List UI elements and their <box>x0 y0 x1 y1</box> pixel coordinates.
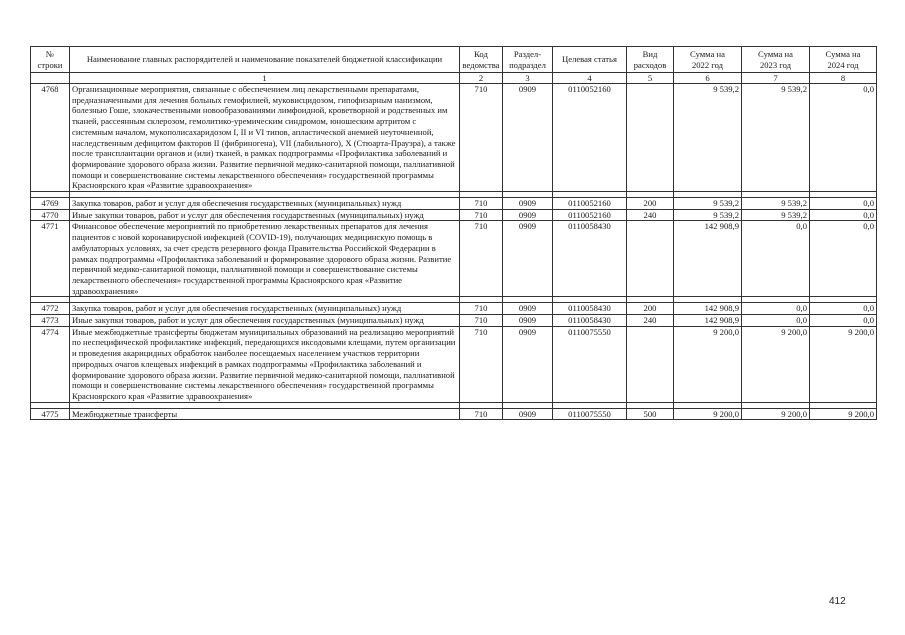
cell-name: Иные межбюджетные трансферты бюджетам муниципальных образований на реализацию мероприятий по неспецифической профилактике инфекций, передающихся иксодовыми клещами, путем организации и проведения акарицидных обработок наиболее посещаемых населением участков территории природных очагов клещевых инфекций в рамках подпрограммы «Профилактика заболеваний и формирование здорового образа жизни. Развитие первичной медико-санитарной помощи, паллиативной помощи и совершенствование системы лекарственного обеспечения» государственной программы Красноярского края «Развитие здравоохранения» <box>70 326 460 402</box>
cell-name: Межбюджетные трансферты <box>70 408 460 420</box>
cell-subsection: 0909 <box>503 326 553 402</box>
cell-sum-2024: 9 200,0 <box>810 408 877 420</box>
cell-sum-2023: 0,0 <box>742 315 810 327</box>
cell-sum-2022: 9 539,2 <box>674 198 742 210</box>
cell-department-code: 710 <box>460 198 503 210</box>
cell-row-no: 4771 <box>31 221 70 297</box>
cell-sum-2022: 9 539,2 <box>674 84 742 192</box>
cell-row-no: 4773 <box>31 315 70 327</box>
cell-sum-2024: 9 200,0 <box>810 326 877 402</box>
cell-expense-type <box>627 221 674 297</box>
cell-sum-2024: 0,0 <box>810 221 877 297</box>
cell-department-code: 710 <box>460 315 503 327</box>
cell-expense-type: 240 <box>627 209 674 221</box>
cell-name: Иные закупки товаров, работ и услуг для обеспечения государственных (муниципальных) нужд <box>70 209 460 221</box>
cell-subsection: 0909 <box>503 84 553 192</box>
cell-row-no: 4770 <box>31 209 70 221</box>
cell-sum-2023: 9 539,2 <box>742 198 810 210</box>
cell-subsection: 0909 <box>503 408 553 420</box>
cell-sum-2022: 142 908,9 <box>674 315 742 327</box>
header-row <box>31 47 877 73</box>
cell-sum-2023: 9 539,2 <box>742 84 810 192</box>
table-row <box>31 315 877 327</box>
column-number: 6 <box>674 73 742 84</box>
cell-target-article: 0110075550 <box>553 408 627 420</box>
cell-row-no: 4769 <box>31 198 70 210</box>
header-department-code: Код ведомства <box>460 47 503 73</box>
column-number: 8 <box>810 73 877 84</box>
cell-sum-2023: 0,0 <box>742 221 810 297</box>
cell-department-code: 710 <box>460 408 503 420</box>
cell-subsection: 0909 <box>503 209 553 221</box>
table-row <box>31 221 877 297</box>
cell-subsection: 0909 <box>503 315 553 327</box>
budget-table <box>30 46 877 420</box>
column-number-row <box>31 73 877 84</box>
cell-name: Закупка товаров, работ и услуг для обеспечения государственных (муниципальных) нужд <box>70 198 460 210</box>
cell-expense-type: 200 <box>627 303 674 315</box>
column-number-blank <box>31 73 70 84</box>
column-number: 3 <box>503 73 553 84</box>
cell-row-no: 4774 <box>31 326 70 402</box>
cell-target-article: 0110058430 <box>553 303 627 315</box>
cell-name: Иные закупки товаров, работ и услуг для обеспечения государственных (муниципальных) нужд <box>70 315 460 327</box>
table-row <box>31 326 877 402</box>
cell-subsection: 0909 <box>503 303 553 315</box>
page-number: 412 <box>829 596 846 607</box>
cell-sum-2023: 9 200,0 <box>742 408 810 420</box>
header-sum-2023: Сумма на 2023 год <box>742 47 810 73</box>
cell-sum-2024: 0,0 <box>810 84 877 192</box>
cell-expense-type: 240 <box>627 315 674 327</box>
column-number: 2 <box>460 73 503 84</box>
cell-expense-type: 200 <box>627 198 674 210</box>
header-sum-2024: Сумма на 2024 год <box>810 47 877 73</box>
cell-sum-2024: 0,0 <box>810 303 877 315</box>
cell-sum-2024: 0,0 <box>810 198 877 210</box>
table-row <box>31 198 877 210</box>
cell-department-code: 710 <box>460 303 503 315</box>
table-row <box>31 303 877 315</box>
cell-target-article: 0110052160 <box>553 209 627 221</box>
cell-sum-2023: 0,0 <box>742 303 810 315</box>
cell-department-code: 710 <box>460 221 503 297</box>
cell-sum-2022: 9 200,0 <box>674 326 742 402</box>
cell-subsection: 0909 <box>503 221 553 297</box>
header-name: Наименование главных распорядителей и наименование показателей бюджетной классификации <box>70 47 460 73</box>
cell-target-article: 0110058430 <box>553 315 627 327</box>
header-target-article: Целевая статья <box>553 47 627 73</box>
cell-target-article: 0110052160 <box>553 84 627 192</box>
cell-sum-2023: 9 200,0 <box>742 326 810 402</box>
cell-sum-2024: 0,0 <box>810 209 877 221</box>
cell-row-no: 4772 <box>31 303 70 315</box>
table-body <box>31 84 877 420</box>
column-number: 7 <box>742 73 810 84</box>
cell-sum-2023: 9 539,2 <box>742 209 810 221</box>
cell-department-code: 710 <box>460 209 503 221</box>
cell-target-article: 0110058430 <box>553 221 627 297</box>
cell-expense-type: 500 <box>627 408 674 420</box>
table-row <box>31 84 877 192</box>
cell-name: Организационные мероприятия, связанные с обеспечением лиц лекарственными препаратами, предназначенными для лечения больных гемофилией, муковисцидозом, гипофизарным нанизмом, болезнью Гоше, злокачественными новообразованиями лимфоидной, кроветворной и родственных им тканей, рассеянным склерозом, гемолитико-уремическим синдромом, юношеским артритом с системным началом, мукополисахаридозом I, II и VI типов, апластической анемией неуточненной, наследственным дефицитом факторов II (фибриногена), VII (лабильного), X (Стюарта-Прауэра), а также после трансплантации органов и (или) тканей, в рамках подпрограммы «Профилактика заболеваний и формирование здорового образа жизни. Развитие первичной медико-санитарной помощи, паллиативной помощи и совершенствование системы лекарственного обеспечения» государственной программы Красноярского края «Развитие здравоохранения» <box>70 84 460 192</box>
cell-name: Финансовое обеспечение мероприятий по приобретению лекарственных препаратов для лечения пациентов с новой коронавирусной инфекцией (COVID-19), получающих медицинскую помощь в амбулаторных условиях, за счет средств резервного фонда Правительства Российской Федерации в рамках подпрограммы «Профилактика заболеваний и формирование здорового образа жизни. Развитие первичной медико-санитарной помощи, паллиативной помощи и совершенствование системы лекарственного обеспечения» государственной программы Красноярского края «Развитие здравоохранения» <box>70 221 460 297</box>
cell-target-article: 0110052160 <box>553 198 627 210</box>
cell-expense-type <box>627 326 674 402</box>
cell-subsection: 0909 <box>503 198 553 210</box>
cell-sum-2022: 142 908,9 <box>674 303 742 315</box>
cell-target-article: 0110075550 <box>553 326 627 402</box>
column-number: 1 <box>70 73 460 84</box>
header-expense-type: Вид расходов <box>627 47 674 73</box>
cell-sum-2022: 9 539,2 <box>674 209 742 221</box>
cell-sum-2022: 142 908,9 <box>674 221 742 297</box>
cell-row-no: 4768 <box>31 84 70 192</box>
header-subsection: Раздел- подраздел <box>503 47 553 73</box>
column-number: 5 <box>627 73 674 84</box>
cell-row-no: 4775 <box>31 408 70 420</box>
cell-department-code: 710 <box>460 84 503 192</box>
column-number: 4 <box>553 73 627 84</box>
cell-name: Закупка товаров, работ и услуг для обеспечения государственных (муниципальных) нужд <box>70 303 460 315</box>
header-row-no: № строки <box>31 47 70 73</box>
table-row <box>31 209 877 221</box>
cell-sum-2022: 9 200,0 <box>674 408 742 420</box>
cell-department-code: 710 <box>460 326 503 402</box>
cell-expense-type <box>627 84 674 192</box>
cell-sum-2024: 0,0 <box>810 315 877 327</box>
table-row <box>31 408 877 420</box>
header-sum-2022: Сумма на 2022 год <box>674 47 742 73</box>
